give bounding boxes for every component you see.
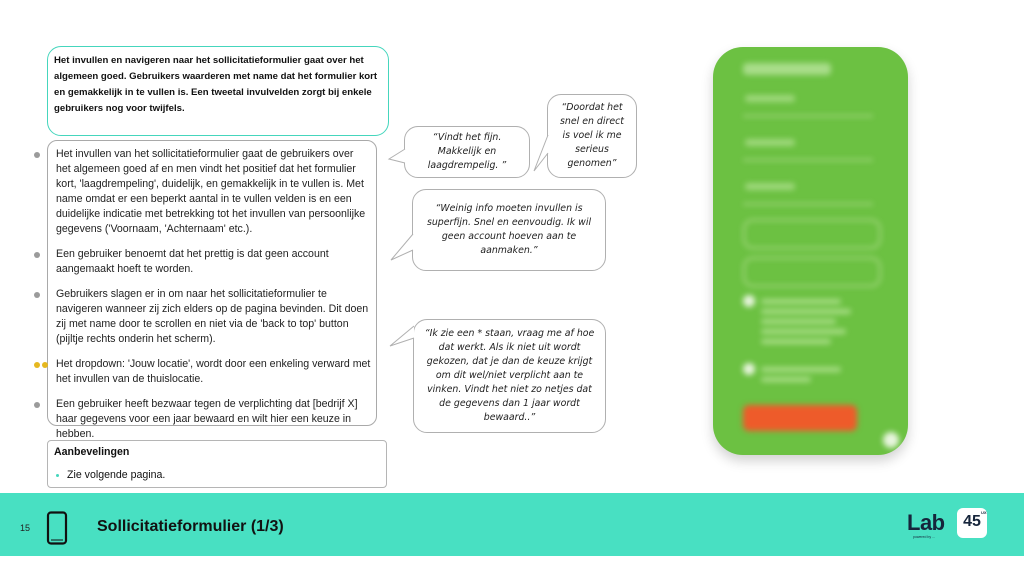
quote-bubble [404,126,530,178]
summary-text: Het invullen en navigeren naar het sollicitatieformulier gaat over het algemeen goed. Gebruikers waarderen met name dat het formulier kort en gemakkelijk in te vullen is. Een tweetal invulvelden zorgt bij enkele gebruikers nog voor twijfels. [54,55,378,114]
findings-box [47,140,377,440]
finding-text: Een gebruiker benoemt dat het prettig is dat geen account aangemaakt hoeft te worden. [56,248,329,275]
quote-bubble [412,189,606,271]
speech-tail-icon [389,149,419,169]
bullet-icon [56,474,59,477]
finding-item [56,147,371,237]
page-title: Sollicitatieformulier (1/3) [97,518,284,535]
lab45-logo [907,508,991,542]
severity-dot [34,252,40,258]
logo-subtext: powered by ... [913,535,935,539]
severity-dot [34,292,40,298]
dropdown-placeholder [743,219,881,249]
checkbox-placeholder [743,295,755,307]
finding-text: Een gebruiker heeft bezwaar tegen de verplichting dat [bedrijf X] haar gegevens voor een jaar bewaard en wilt hier een keuze in hebben. [56,398,358,440]
blurred-form-preview [713,47,908,455]
recommendations-box [47,440,387,488]
page-number: 15 [20,523,31,533]
dropdown-placeholder [743,257,881,287]
finding-item [56,287,371,347]
recommendations-title: Aanbevelingen [54,446,130,458]
form-field-placeholder [743,175,873,205]
finding-item [56,247,371,277]
severity-dot [42,362,48,368]
recommendation-text: Zie volgende pagina. [67,469,166,481]
quote-text: “Vindt het fijn. Makkelijk en laagdrempelig. ” [427,132,507,171]
speech-tail-icon [390,326,420,356]
quote-text: “Weinig info moeten invullen is superfijn. Snel en eenvoudig. Ik wil geen account hoeven aan te aanmaken.” [426,203,592,256]
footer-bar [0,493,1024,556]
form-field-placeholder [743,87,873,117]
logo-sup: UX [981,510,987,515]
quote-bubble [413,319,606,433]
severity-dot [34,362,40,368]
finding-item [56,397,371,442]
submit-button-placeholder [743,405,857,431]
speech-tail-icon [391,234,421,264]
recommendation-item [54,469,380,481]
finding-text: Gebruikers slagen er in om naar het sollicitatieformulier te navigeren wanneer zij zich elders op de pagina bevinden. Dit doen zij met name door te scrollen en niet via de 'back to top' button (pijltje rechts onderin het scherm). [56,288,369,345]
speech-tail-icon [534,135,554,175]
severity-dot [34,402,40,408]
quote-bubble [547,94,637,178]
form-title-placeholder [743,63,831,75]
logo-number: 45 [963,513,981,530]
checkbox-placeholder [743,363,755,375]
finding-text: Het dropdown: 'Jouw locatie', wordt door een enkeling verward met het invullen van de thuislocatie. [56,358,371,385]
logo-text: Lab [907,510,945,535]
form-field-placeholder [743,131,873,161]
back-to-top-icon [883,432,899,448]
logo-badge [957,508,987,538]
phone-mockup [713,47,908,455]
summary-box [47,46,389,136]
severity-dot [34,152,40,158]
quote-text: “Ik zie een * staan, vraag me af hoe dat werkt. Als ik niet uit wordt gekozen, dat je dan de keuze krijgt om dit wel/niet verplicht aan te vinken. Vindt het niet zo netjes dat de gegevens dan 1 jaar wordt bewaard..” [424,328,595,423]
finding-item [56,357,371,387]
finding-text: Het invullen van het sollicitatieformulier gaat de gebruikers over het algemeen goed af en men vindt het positief dat het formulier kort, 'laagdrempeling', duidelijk, en gemakkelijk in te vullen is. Met name omdat er een beperkt aantal in te vullen velden is en een duidelijke indicatie met betrekking tot het invullen van persoonlijke gegevens ('Voornaam, 'Achternaam' etc.). [56,148,366,235]
smartphone-icon [46,511,68,545]
quote-text: “Doordat het snel en direct is voel ik me serieus genomen” [560,102,624,169]
